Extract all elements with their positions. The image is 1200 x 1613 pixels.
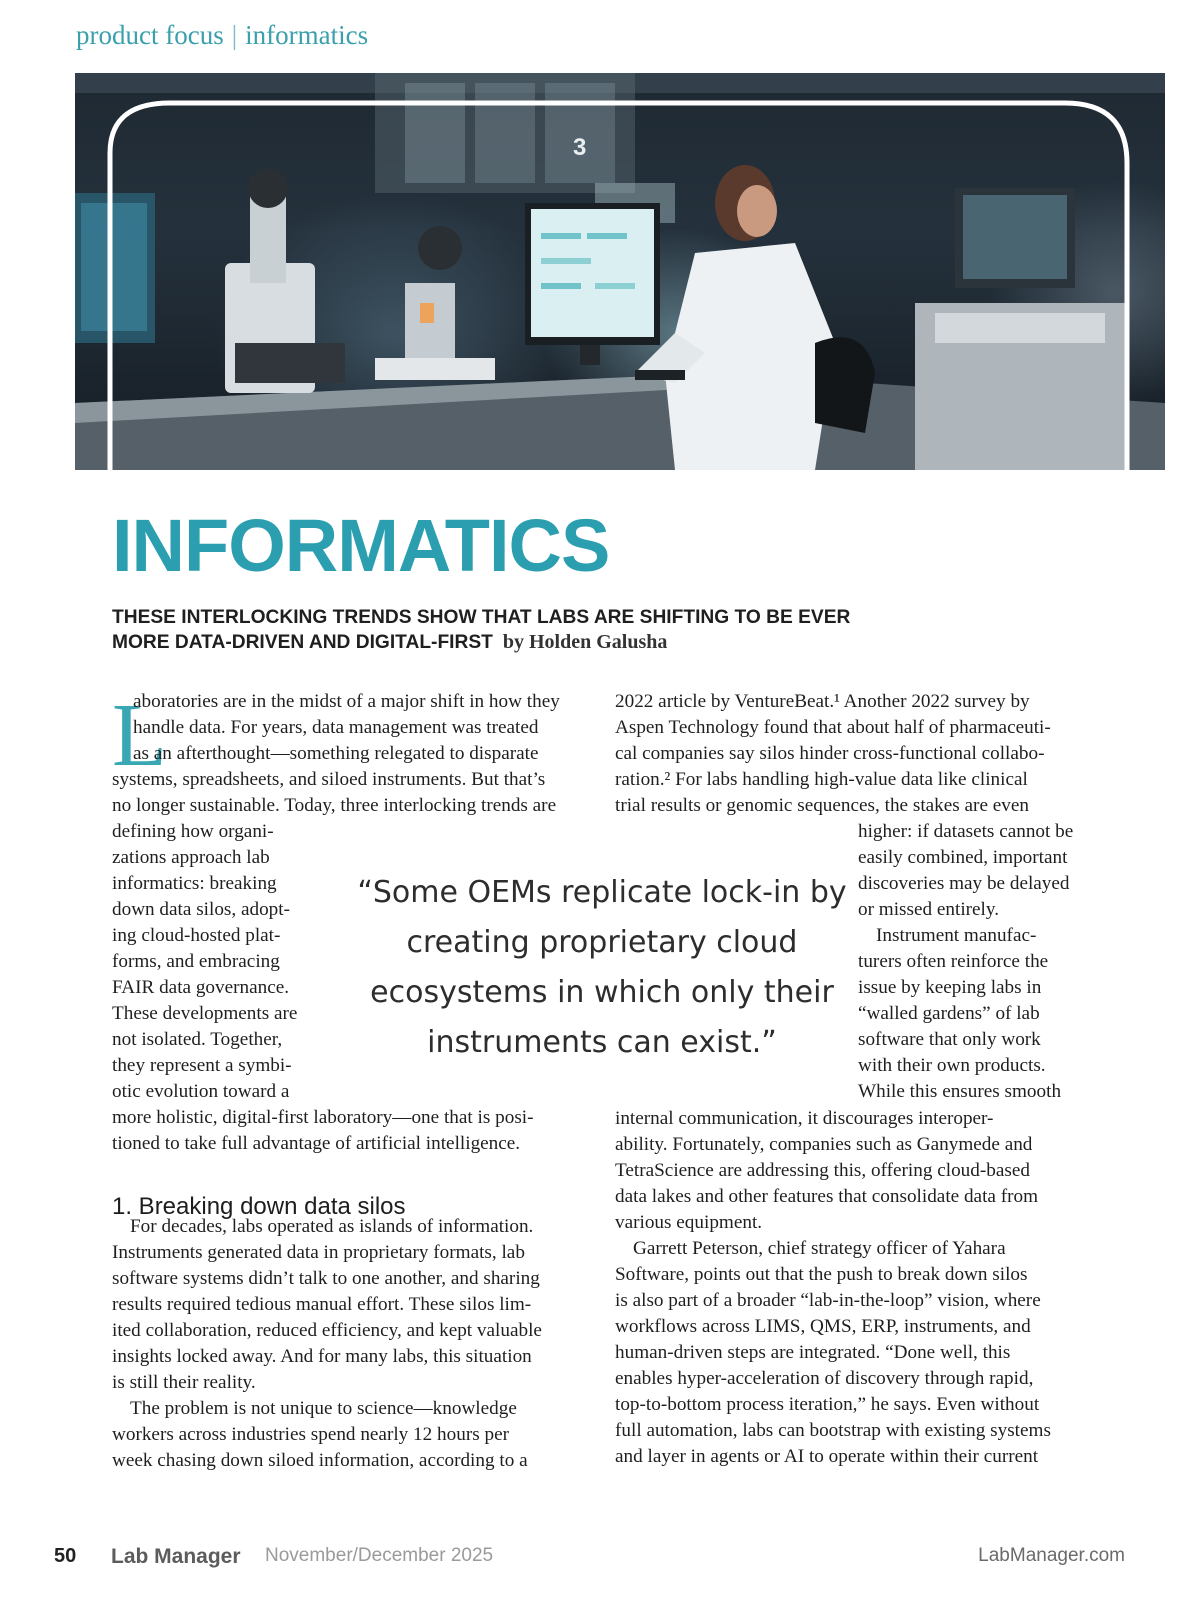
section-name: product focus [76, 20, 224, 50]
pull-quote-line: creating proprietary cloud [406, 925, 798, 960]
body-text-line: “walled gardens” of lab [858, 1003, 1040, 1024]
body-text-line: ability. Fortunately, companies such as Ganymede and [615, 1134, 1033, 1155]
body-text-line: Garrett Peterson, chief strategy officer of Yahara [633, 1238, 1006, 1259]
body-text-line: internal communication, it discourages interoper- [615, 1108, 994, 1129]
body-text-line: software that only work [858, 1029, 1041, 1050]
body-text-line: otic evolution toward a [112, 1081, 290, 1102]
body-text-line: week chasing down siloed information, according to a [112, 1450, 528, 1471]
body-text-line: is still their reality. [112, 1372, 256, 1393]
section-label [76, 20, 368, 51]
body-text-line: FAIR data governance. [112, 977, 290, 998]
body-text-line: and layer in agents or AI to operate within their current [615, 1446, 1039, 1467]
pull-quote-line: “Some OEMs replicate lock-in by [357, 875, 847, 910]
hero-photo [75, 73, 1165, 470]
deck-line: MORE DATA-DRIVEN AND DIGITAL-FIRST [112, 632, 493, 653]
pull-quote-line: ecosystems in which only their [370, 975, 834, 1010]
issue-date: November/December 2025 [265, 1545, 494, 1566]
body-text-line: workers across industries spend nearly 12 hours per [112, 1424, 509, 1445]
sign-number: 3 [573, 134, 587, 161]
body-text-line: Instruments generated data in proprietary formats, lab [112, 1242, 525, 1263]
body-text-line: trial results or genomic sequences, the stakes are even [615, 795, 1029, 816]
body-text-line: ing cloud-hosted plat- [112, 925, 281, 946]
body-text-line: TetraScience are addressing this, offering cloud-based [615, 1160, 1030, 1181]
section-heading: 1. Breaking down data silos [112, 1193, 406, 1220]
body-text-line: top-to-bottom process iteration,” he says. Even without [615, 1394, 1040, 1415]
deck-line: THESE INTERLOCKING TRENDS SHOW THAT LABS ARE SHIFTING TO BE EVER [112, 607, 851, 628]
body-text-line: various equipment. [615, 1212, 763, 1233]
body-text-line: results required tedious manual effort. These silos lim- [112, 1294, 532, 1315]
article-title: INFORMATICS [112, 504, 610, 587]
body-text-line: aboratories are in the midst of a major shift in how they [133, 691, 560, 712]
article-deck [112, 606, 1112, 655]
body-text-line: more holistic, digital-first laboratory—one that is posi- [112, 1107, 534, 1128]
subsection-name: informatics [245, 20, 369, 50]
body-text-line: or missed entirely. [858, 899, 1000, 920]
body-text-line: full automation, labs can bootstrap with existing systems [615, 1420, 1051, 1441]
body-text-line: While this ensures smooth [858, 1081, 1062, 1102]
body-text-line: informatics: breaking [112, 873, 277, 894]
body-text-line: human-driven steps are integrated. “Done well, this [615, 1342, 1011, 1363]
body-text-line: These developments are [112, 1003, 298, 1024]
body-text-line: software systems didn’t talk to one another, and sharing [112, 1268, 540, 1289]
body-text-line: Software, points out that the push to break down silos [615, 1264, 1028, 1285]
page-number: 50 [54, 1545, 77, 1567]
body-text-line: tioned to take full advantage of artificial intelligence. [112, 1133, 521, 1154]
lab-scientist-photo-icon [75, 73, 1165, 470]
body-text-line: insights locked away. And for many labs, this situation [112, 1346, 532, 1367]
drop-cap: L [112, 686, 167, 785]
body-text-line: For decades, labs operated as islands of information. [130, 1216, 534, 1237]
body-text-line: defining how organi- [112, 821, 274, 842]
body-text-line: Instrument manufac- [876, 925, 1037, 946]
pull-quote [352, 868, 852, 1068]
body-text-line: Aspen Technology found that about half of pharmaceuti- [615, 717, 1051, 738]
body-text-line: 2022 article by VentureBeat.¹ Another 2022 survey by [615, 691, 1030, 712]
magazine-brand: Lab Manager [111, 1545, 241, 1568]
body-text-line: down data silos, adopt- [112, 899, 290, 920]
body-text-line: no longer sustainable. Today, three interlocking trends are [112, 795, 557, 816]
website-link[interactable]: LabManager.com [978, 1545, 1125, 1566]
body-text-line: as an afterthought—something relegated to disparate [133, 743, 539, 764]
body-text-line: systems, spreadsheets, and siloed instruments. But that’s [112, 769, 546, 790]
body-text-line: cal companies say silos hinder cross-functional collabo- [615, 743, 1045, 764]
body-text-line: enables hyper-acceleration of discovery through rapid, [615, 1368, 1034, 1389]
body-text-line: higher: if datasets cannot be [858, 821, 1074, 842]
body-text-line: workflows across LIMS, QMS, ERP, instruments, and [615, 1316, 1031, 1337]
body-text-line: handle data. For years, data management was treated [133, 717, 539, 738]
body-text-line: is also part of a broader “lab-in-the-loop” vision, where [615, 1290, 1041, 1311]
body-text-line: issue by keeping labs in [858, 977, 1042, 998]
body-text-line: forms, and embracing [112, 951, 280, 972]
body-text-line: ration.² For labs handling high-value data like clinical [615, 769, 1028, 790]
body-text-line: data lakes and other features that consolidate data from [615, 1186, 1039, 1207]
body-text-line: The problem is not unique to science—knowledge [130, 1398, 517, 1419]
body-text-line: turers often reinforce the [858, 951, 1049, 972]
body-text-line: discoveries may be delayed [858, 873, 1070, 894]
pull-quote-line: instruments can exist.” [427, 1025, 777, 1060]
byline: by Holden Galusha [502, 631, 668, 653]
body-text-line: they represent a symbi- [112, 1055, 292, 1076]
body-text-line: not isolated. Together, [112, 1029, 283, 1050]
body-text-line: zations approach lab [112, 847, 270, 868]
body-text-line: easily combined, important [858, 847, 1068, 868]
body-text-line: ited collaboration, reduced efficiency, and kept valuable [112, 1320, 542, 1341]
section-separator: | [231, 20, 238, 50]
body-text-line: with their own products. [858, 1055, 1046, 1076]
